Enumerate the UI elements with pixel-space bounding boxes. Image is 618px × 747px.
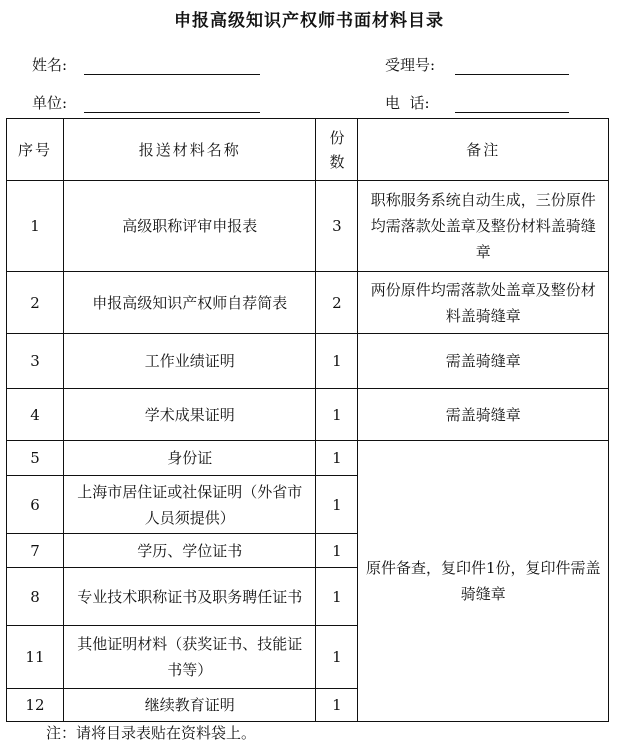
row-no: 12 — [7, 689, 64, 722]
row-name: 专业技术职称证书及职务聘任证书 — [63, 568, 316, 626]
row-no: 8 — [7, 568, 64, 626]
row-remarks: 职称服务系统自动生成，三份原件均需落款处盖章及整份材料盖骑缝章 — [358, 181, 609, 272]
row-copies: 1 — [316, 626, 358, 689]
row-no: 5 — [7, 441, 64, 476]
phone-blank-line[interactable] — [455, 96, 569, 113]
table-row — [7, 181, 609, 272]
unit-field — [32, 92, 260, 113]
row-name: 学术成果证明 — [63, 389, 316, 441]
table-row — [7, 334, 609, 389]
acceptance-no-label: 受理号: — [385, 56, 436, 74]
header-remarks: 备注 — [358, 119, 609, 181]
table-row — [7, 441, 609, 476]
header-copies-text: 份数 — [329, 128, 345, 171]
row-name: 申报高级知识产权师自荐简表 — [63, 272, 316, 334]
row-name: 身份证 — [63, 441, 316, 476]
table-header-row — [7, 119, 609, 181]
row-name: 工作业绩证明 — [63, 334, 316, 389]
acceptance-no-field — [385, 54, 569, 75]
row-name: 上海市居住证或社保证明（外省市人员须提供） — [63, 476, 316, 534]
footnote: 注：请将目录表贴在资料袋上。 — [46, 724, 257, 742]
row-copies: 2 — [316, 272, 358, 334]
unit-blank-line[interactable] — [84, 96, 260, 113]
name-field — [32, 54, 260, 75]
row-no: 4 — [7, 389, 64, 441]
row-copies: 1 — [316, 334, 358, 389]
header-no: 序号 — [7, 119, 64, 181]
row-name: 高级职称评审申报表 — [63, 181, 316, 272]
row-copies: 1 — [316, 689, 358, 722]
row-no: 6 — [7, 476, 64, 534]
row-copies: 1 — [316, 476, 358, 534]
row-copies: 1 — [316, 441, 358, 476]
row-no: 2 — [7, 272, 64, 334]
materials-table — [6, 118, 609, 722]
row-no: 1 — [7, 181, 64, 272]
row-remarks: 两份原件均需落款处盖章及整份材料盖骑缝章 — [358, 272, 609, 334]
acceptance-no-blank-line[interactable] — [455, 58, 569, 75]
document-title: 申报高级知识产权师书面材料目录 — [174, 11, 444, 31]
row-no: 11 — [7, 626, 64, 689]
table-row — [7, 389, 609, 441]
unit-label: 单位: — [32, 94, 68, 112]
row-remarks: 需盖骑缝章 — [358, 389, 609, 441]
row-name: 学历、学位证书 — [63, 534, 316, 568]
merged-remarks: 原件备查，复印件1份，复印件需盖骑缝章 — [358, 441, 609, 722]
name-blank-line[interactable] — [84, 58, 260, 75]
table-row — [7, 272, 609, 334]
row-copies: 1 — [316, 568, 358, 626]
row-copies: 3 — [316, 181, 358, 272]
row-remarks: 需盖骑缝章 — [358, 334, 609, 389]
row-name: 其他证明材料（获奖证书、技能证书等） — [63, 626, 316, 689]
phone-label: 电 话: — [385, 94, 430, 112]
row-copies: 1 — [316, 389, 358, 441]
row-copies: 1 — [316, 534, 358, 568]
header-copies — [316, 119, 358, 181]
phone-field — [385, 92, 569, 113]
row-no: 3 — [7, 334, 64, 389]
name-label: 姓名: — [32, 56, 68, 74]
row-name: 继续教育证明 — [63, 689, 316, 722]
header-name: 报送材料名称 — [63, 119, 316, 181]
row-no: 7 — [7, 534, 64, 568]
